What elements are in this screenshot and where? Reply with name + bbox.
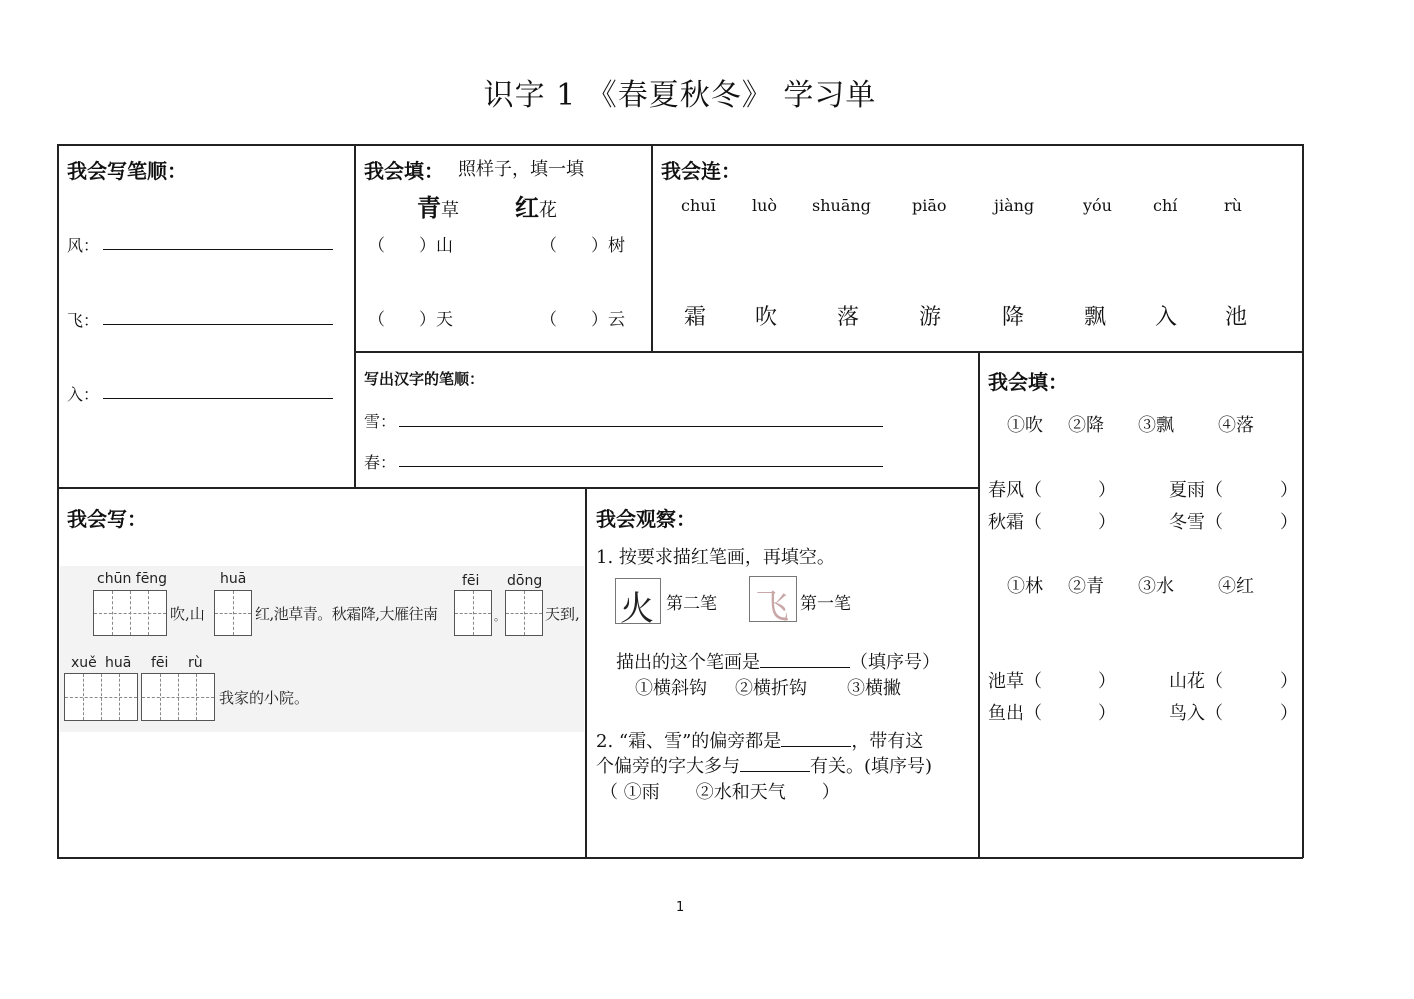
- pinyin-label: chūn fēng: [97, 571, 168, 587]
- connect-pinyin[interactable]: rù: [1224, 196, 1242, 215]
- q1-fill-blank[interactable]: [760, 649, 850, 668]
- table-border-bottom: [57, 857, 1303, 859]
- q2-blank[interactable]: [740, 753, 810, 772]
- q2-blank[interactable]: [781, 728, 851, 747]
- divider: [354, 351, 1303, 353]
- writing-grid[interactable]: [141, 673, 215, 721]
- stroke-char-box: [749, 576, 797, 627]
- fill-row-close[interactable]: ）: [1098, 671, 1116, 692]
- connect-pinyin[interactable]: chí: [1153, 196, 1178, 215]
- stroke-order-heading: 我会写笔顺：: [67, 159, 187, 183]
- option: ④红: [1218, 576, 1254, 597]
- stroke-char-box: [615, 578, 661, 629]
- fill-row-close[interactable]: ）: [1098, 703, 1116, 724]
- option: ③水: [1138, 576, 1174, 597]
- table-border-left: [57, 144, 59, 858]
- connect-char[interactable]: 游: [919, 305, 942, 330]
- fill-blank[interactable]: （ ）山: [368, 236, 453, 256]
- example-big-char: 青: [417, 194, 441, 222]
- exercise-text: 我家的小院。: [219, 689, 310, 707]
- q2-text: 个偏旁的字大多与: [596, 756, 740, 777]
- pinyin-label: huā: [220, 571, 247, 587]
- fill-row-word: 冬雪（: [1169, 512, 1223, 533]
- q2-text: ，带有这: [851, 731, 924, 752]
- q1-fill-tail: （填序号）: [850, 652, 940, 673]
- fill-row-word: 山花（: [1169, 671, 1223, 692]
- stroke-order-label: 风：: [67, 236, 100, 255]
- grid-divider: [65, 697, 137, 698]
- pinyin-label: xuě: [71, 655, 97, 671]
- fill-row-word: 池草（: [988, 671, 1042, 692]
- fill-example-instruction: 照样子，填一填: [458, 159, 584, 180]
- connect-char[interactable]: 落: [837, 305, 860, 330]
- connect-char[interactable]: 池: [1225, 305, 1248, 330]
- pinyin-label: fēi: [462, 573, 480, 589]
- connect-char[interactable]: 入: [1155, 305, 1178, 330]
- fill-row-word: 鸟入（: [1169, 703, 1223, 724]
- divider: [354, 144, 356, 488]
- stroke-char: 飞: [755, 587, 789, 627]
- fill-row-close[interactable]: ）: [1280, 671, 1298, 692]
- fill-row-close[interactable]: ）: [1280, 512, 1298, 533]
- stroke-order-line[interactable]: [103, 249, 333, 250]
- exercise-text: 吹,山: [170, 605, 205, 623]
- fill-row-close[interactable]: ）: [1098, 480, 1116, 501]
- option: ④落: [1218, 415, 1254, 436]
- observe-q2-line2: [596, 752, 932, 778]
- hanzi-order-line[interactable]: [399, 466, 883, 467]
- connect-pinyin[interactable]: jiàng: [994, 196, 1035, 215]
- option: ①林: [1007, 576, 1043, 597]
- example-big-char: 红: [515, 194, 539, 222]
- fill-blank[interactable]: （ ）天: [368, 310, 453, 330]
- connect-pinyin[interactable]: piāo: [912, 196, 947, 215]
- connect-char[interactable]: 飘: [1084, 305, 1107, 330]
- grid-divider: [142, 697, 214, 698]
- hanzi-order-label: 春：: [364, 453, 397, 472]
- grid-divider: [506, 613, 542, 614]
- stroke-label: 第一笔: [800, 594, 851, 614]
- connect-char[interactable]: 降: [1002, 305, 1025, 330]
- fill-row-word: 秋霜（: [988, 512, 1042, 533]
- divider: [57, 487, 979, 489]
- divider: [585, 487, 587, 858]
- divider: [651, 144, 653, 351]
- fill-blank[interactable]: （ ）云: [540, 310, 625, 330]
- q1-fill-text: 描出的这个笔画是: [616, 652, 760, 673]
- observe-q1: 1. 按要求描红笔画，再填空。: [596, 547, 835, 568]
- fill-row-close[interactable]: ）: [1098, 512, 1116, 533]
- writing-grid[interactable]: [93, 590, 167, 636]
- example-word-1: [417, 188, 459, 223]
- pinyin-label: dōng: [507, 573, 543, 589]
- page-title: 识字 1 《春夏秋冬》 学习单: [483, 78, 877, 113]
- writing-grid[interactable]: [454, 590, 492, 636]
- stroke-order-label: 入：: [67, 385, 100, 404]
- grid-divider: [94, 613, 166, 614]
- option: ③飘: [1138, 415, 1174, 436]
- hanzi-order-line[interactable]: [399, 426, 883, 427]
- connect-pinyin[interactable]: yóu: [1083, 196, 1112, 215]
- stroke-order-line[interactable]: [103, 398, 333, 399]
- fill-right-heading: 我会填：: [988, 370, 1068, 394]
- observe-heading: 我会观察：: [596, 507, 696, 531]
- connect-pinyin[interactable]: luò: [752, 196, 778, 215]
- writing-grid[interactable]: [64, 673, 138, 721]
- option: ②降: [1068, 415, 1104, 436]
- writing-grid[interactable]: [505, 590, 543, 636]
- hanzi-order-label: 雪：: [364, 412, 397, 431]
- exercise-text: 天到,: [545, 605, 580, 623]
- observe-q2-line1: [596, 727, 923, 753]
- pinyin-label: fēi: [151, 655, 169, 671]
- observe-q1-fill: [616, 648, 940, 674]
- option: ①吹: [1007, 415, 1043, 436]
- fill-row-close[interactable]: ）: [1280, 480, 1298, 501]
- pinyin-label: rù: [188, 655, 203, 671]
- q1-option: ③横撇: [847, 678, 901, 699]
- q1-option: ②横折钩: [735, 678, 807, 699]
- q2-text: 2. “霜、雪”的偏旁都是: [596, 731, 782, 752]
- grid-divider: [215, 613, 251, 614]
- stroke-char: 火: [620, 589, 654, 629]
- connect-pinyin[interactable]: shuāng: [812, 196, 871, 215]
- q1-option: ①横斜钩: [635, 678, 707, 699]
- stroke-order-label: 飞：: [67, 311, 100, 330]
- example-word-2: [515, 188, 557, 223]
- fill-row-close[interactable]: ）: [1280, 703, 1298, 724]
- writing-grid[interactable]: [214, 590, 252, 636]
- stroke-order-line[interactable]: [103, 324, 333, 325]
- fill-row-word: 春风（: [988, 480, 1042, 501]
- table-border-right: [1302, 144, 1304, 858]
- q2-options: （ ①雨 ②水和天气 ）: [600, 782, 840, 803]
- fill-example-heading: 我会填：: [364, 159, 444, 183]
- connect-pinyin[interactable]: chuī: [681, 196, 716, 215]
- fill-row-word: 夏雨（: [1169, 480, 1223, 501]
- option: ②青: [1068, 576, 1104, 597]
- stroke-label: 第二笔: [666, 594, 717, 614]
- divider: [978, 351, 980, 858]
- grid-divider: [455, 613, 491, 614]
- connect-heading: 我会连：: [661, 159, 741, 183]
- exercise-text: 红,池草青。秋霜降,大雁往南: [255, 605, 438, 623]
- example-small-char: 花: [539, 200, 557, 221]
- connect-char[interactable]: 霜: [684, 305, 707, 330]
- fill-blank[interactable]: （ ）树: [540, 236, 625, 256]
- example-small-char: 草: [441, 200, 459, 221]
- table-border-top: [57, 144, 1303, 146]
- write-heading: 我会写：: [67, 507, 147, 531]
- q2-text: 有关。(填序号): [810, 756, 933, 777]
- exercise-text: 。: [494, 610, 505, 623]
- page-number: 1: [676, 900, 685, 915]
- hanzi-order-heading: 写出汉字的笔顺：: [364, 370, 485, 388]
- fill-row-word: 鱼出（: [988, 703, 1042, 724]
- pinyin-label: huā: [105, 655, 132, 671]
- connect-char[interactable]: 吹: [755, 305, 778, 330]
